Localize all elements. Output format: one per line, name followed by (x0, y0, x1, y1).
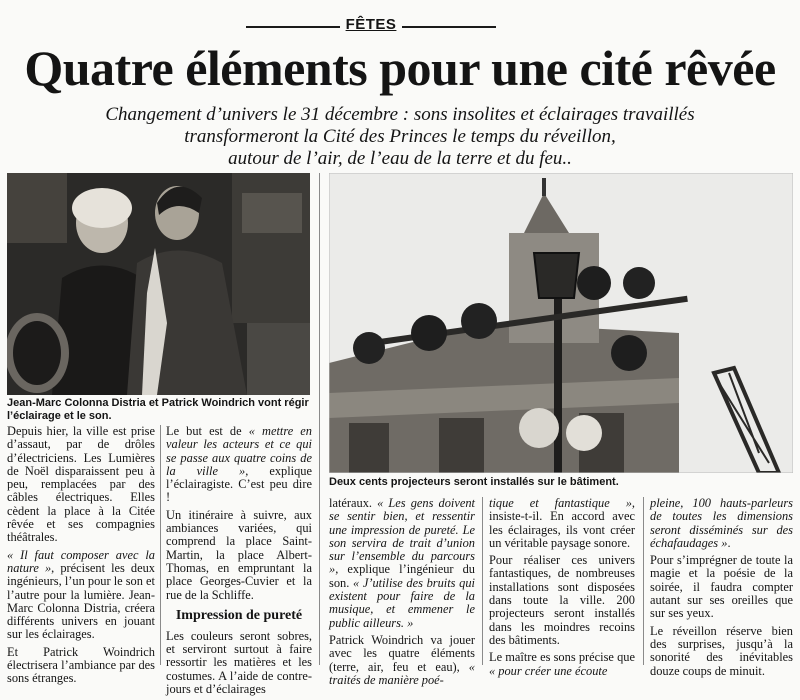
paragraph: Un itinéraire à suivre, aux ambiances variées, qui comprend la place Saint-Martin, la place Albert-Thomas, en empruntant la place Georges-Cuvier et la rue de la Schliffe. (166, 507, 312, 602)
rubric-label: FÊTES (340, 16, 403, 33)
column-rule (319, 173, 320, 665)
paragraph (329, 634, 475, 687)
quote: « Il faut composer avec la nature » (7, 547, 155, 575)
article-column-2 (166, 425, 312, 700)
paragraph (489, 651, 635, 678)
quote: pleine, 100 hauts-parleurs de toutes les dimensions seront disséminés sur des échafaudages » (650, 496, 793, 550)
paragraph: Et Patrick Woindrich électrisera l’ambiance par des sons étranges. (7, 644, 155, 686)
standfirst (20, 104, 780, 170)
standfirst-line: transformeront la Cité des Princes le temps du réveillon, (184, 126, 616, 147)
paragraph: Depuis hier, la ville est prise d’assaut, par de drôles d’électriciens. Les Lumières de Noël disparaissent peu à peu, remplacées par des câbles électriques. Elles cèdent la place à la Citée rêvée et ses compagnies théâtrales. (7, 424, 155, 545)
quote: « mettre en valeur les acteurs et ce qui se passe aux quatre coins de la ville » (166, 424, 312, 478)
column-rule (160, 425, 161, 665)
paragraph (489, 497, 635, 550)
standfirst-line: Changement d’univers le 31 décembre : sons insolites et éclairages travaillés (105, 104, 695, 125)
paragraph (166, 425, 312, 505)
quote: « J’utilise des bruits qui existent pour faire de la musique, et emmener le public ailleurs. » (329, 575, 475, 630)
text: , précisent les deux ingénieurs, l’un pour le son et l’autre pour la lumière. Jean-Marc Colonna Distria, créera différents univers en jouant sur les éclairages. (7, 560, 156, 642)
quote: « traités de manière poé- (329, 659, 475, 687)
photo-projectors-illustration (329, 173, 793, 473)
headline: Quatre éléments pour une cité rêvée (24, 40, 776, 96)
text: Le but est de (166, 424, 249, 438)
quote: tique et fantastique » (489, 496, 632, 510)
column-rule (643, 497, 644, 665)
article-column-4 (489, 497, 635, 682)
paragraph (7, 549, 155, 642)
photo-projectors-caption: Deux cents projecteurs seront installés sur le bâtiment. (329, 476, 619, 488)
article-column-3 (329, 497, 475, 691)
text: , explique l’ingénieur du son. (329, 562, 475, 590)
paragraph: Pour réaliser ces univers fantastiques, de nombreuses installations sont disposées dans toute la ville. 200 projecteurs seront installés dans les moindres recoins des bâtiments. (489, 553, 635, 647)
paragraph: Les couleurs seront sobres, et serviront surtout à faire ressortir les matières et les costumes. A l’aide de contre-jours et d’éclairages (166, 628, 312, 697)
article-column-5 (650, 497, 793, 682)
text: , explique l’éclairagiste. C’est peu dire ! (166, 463, 312, 505)
article-column-1 (7, 425, 155, 690)
paragraph (329, 497, 475, 630)
paragraph: Pour s’imprégner de toute la magie et la poésie de la soirée, il faudra compter autant sur ses oreilles que sur ses yeux. (650, 553, 793, 621)
photo-engineers (7, 173, 310, 395)
quote: « pour créer une écoute (489, 663, 608, 678)
text: Le maître es sons précise que (489, 650, 635, 665)
section-rubric (246, 8, 496, 33)
photo-projectors (329, 173, 793, 473)
text: Patrick Woindrich va jouer avec les quatre éléments (terre, air, feu et eau), (329, 632, 475, 674)
photo-engineers-illustration (7, 173, 310, 395)
subheading: Impression de pureté (175, 607, 303, 623)
standfirst-line: autour de l’air, de l’eau de la terre et du feu.. (228, 148, 572, 169)
text: , insiste-t-il. En accord avec les éclairages, ils vont créer un véritable paysage sonore. (489, 496, 635, 550)
text: latéraux. (329, 496, 378, 510)
photo-engineers-caption: Jean-Marc Colonna Distria et Patrick Woindrich vont régir l’éclairage et le son. (7, 397, 309, 422)
quote: « Les gens doivent se sentir bien, et ressentir une impression de pureté. Le son servira de trait d’union sur l’ensemble du parcours » (329, 496, 475, 577)
column-rule (482, 497, 483, 665)
paragraph (650, 497, 793, 550)
paragraph: Le réveillon réserve bien des surprises, jusqu’à la sonorité des inévitables douze coups de minuit. (650, 623, 793, 678)
text: . (727, 535, 731, 550)
